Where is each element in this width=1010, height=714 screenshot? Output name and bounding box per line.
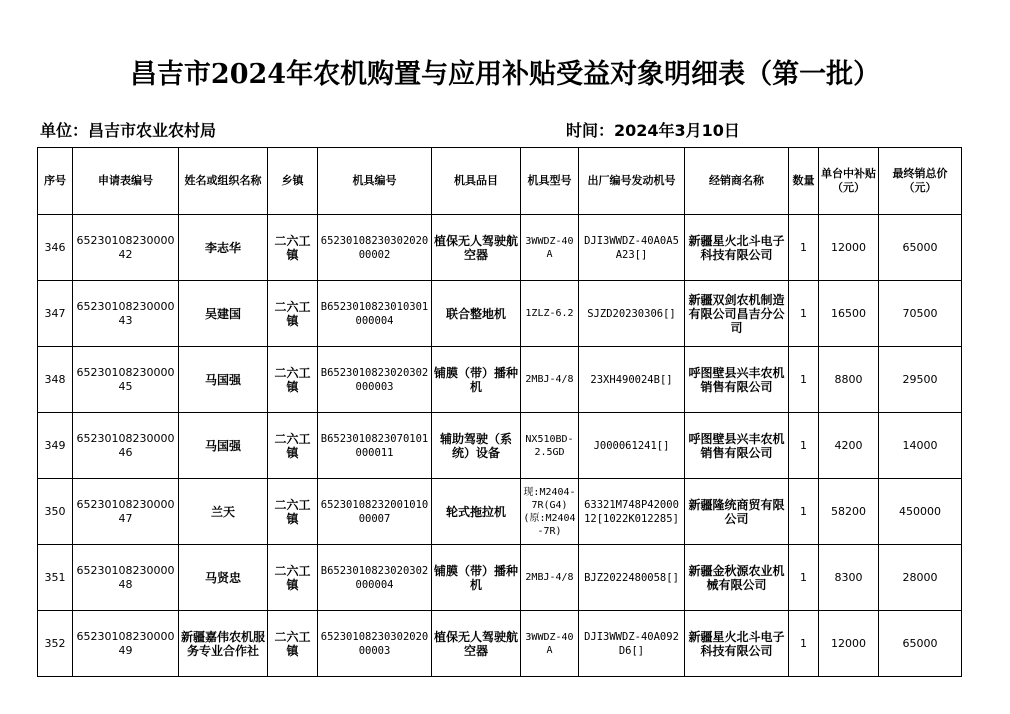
dealer-name: 新疆星火北斗电子科技有限公司 — [688, 629, 785, 658]
machine-number: B6523010823020302000004 — [320, 564, 429, 591]
row-number: 352 — [44, 636, 66, 650]
machine-category-cell — [432, 413, 521, 479]
machine-model: NX510BD-2.5GD — [525, 433, 574, 458]
row-number-cell — [38, 347, 73, 413]
machine-number-cell — [318, 413, 432, 479]
machine-model: 2MBJ-4/8 — [525, 572, 574, 583]
applicant-name: 李志华 — [204, 240, 241, 255]
final-price: 450000 — [899, 504, 941, 518]
machine-model: 2MBJ-4/8 — [525, 374, 574, 385]
final-price: 14000 — [902, 438, 938, 452]
machine-number: B6523010823020302000003 — [320, 366, 429, 393]
serial-engine-number-cell — [579, 479, 685, 545]
quantity: 1 — [800, 306, 807, 320]
quantity-cell — [789, 281, 819, 347]
machine-number: B6523010823070101000011 — [320, 432, 429, 459]
quantity: 1 — [800, 372, 807, 386]
machine-number-cell — [318, 545, 432, 611]
dealer-name: 新疆双剑农机制造有限公司昌吉分公司 — [688, 292, 785, 335]
dealer-name-cell — [685, 281, 789, 347]
table-row — [38, 611, 962, 677]
machine-category-cell — [432, 479, 521, 545]
applicant-name: 新疆嘉伟农机服务专业合作社 — [181, 629, 265, 658]
quantity-cell — [789, 413, 819, 479]
application-number: 6523010823000047 — [76, 497, 175, 525]
header-row — [38, 148, 962, 215]
header-cell: 申请表编号 — [73, 148, 179, 215]
quantity: 1 — [800, 636, 807, 650]
row-number: 347 — [44, 306, 66, 320]
table-row — [38, 479, 962, 545]
date-label: 时间：2024年3月10日 — [566, 121, 740, 140]
dealer-name-cell — [685, 479, 789, 545]
final-price-cell — [879, 347, 962, 413]
applicant-name-cell — [179, 281, 268, 347]
applicant-name-cell — [179, 479, 268, 545]
subsidy-amount-cell — [819, 611, 879, 677]
table-row — [38, 281, 962, 347]
serial-engine-number: DJI3WWDZ-40A0A5A23[] — [584, 234, 679, 261]
quantity-cell — [789, 479, 819, 545]
machine-number: 6523010823030202000003 — [320, 630, 429, 657]
dealer-name-cell — [685, 413, 789, 479]
final-price-cell — [879, 215, 962, 281]
quantity: 1 — [800, 570, 807, 584]
header-cell: 姓名或组织名称 — [179, 148, 268, 215]
applicant-name: 吴建国 — [204, 306, 241, 321]
dealer-name: 新疆金秋源农业机械有限公司 — [688, 563, 785, 592]
machine-category: 铺膜（带）播种机 — [434, 563, 518, 592]
row-number-cell — [38, 215, 73, 281]
subsidy-amount: 16500 — [831, 306, 866, 320]
machine-category-cell — [432, 281, 521, 347]
final-price-cell — [879, 281, 962, 347]
dealer-name: 呼图壁县兴丰农机销售有限公司 — [688, 431, 785, 460]
serial-engine-number: J000061241[] — [593, 439, 670, 452]
application-number: 6523010823000048 — [76, 563, 175, 591]
township-cell — [268, 215, 318, 281]
unit-label: 单位：昌吉市农业农村局 — [40, 121, 217, 140]
machine-model: 3WWDZ-40A — [525, 235, 574, 260]
township-cell — [268, 347, 318, 413]
quantity: 1 — [800, 504, 807, 518]
final-price-cell — [879, 413, 962, 479]
row-number-cell — [38, 545, 73, 611]
machine-model: 现:M2404-7R(G4)(原:M2404-7R) — [523, 486, 576, 537]
township: 二六工镇 — [274, 629, 311, 658]
final-price: 65000 — [902, 636, 938, 650]
table-row — [38, 545, 962, 611]
application-number: 6523010823000046 — [76, 431, 175, 459]
machine-number: 6523010823200101000007 — [320, 498, 429, 525]
dealer-name-cell — [685, 545, 789, 611]
application-number: 6523010823000045 — [76, 365, 175, 393]
subsidy-amount: 8800 — [834, 372, 863, 386]
application-number: 6523010823000042 — [76, 233, 175, 261]
final-price: 65000 — [902, 240, 938, 254]
township-cell — [268, 413, 318, 479]
header-cell: 单台中补贴（元） — [819, 148, 879, 215]
township: 二六工镇 — [274, 497, 311, 526]
dealer-name-cell — [685, 347, 789, 413]
row-number-cell — [38, 413, 73, 479]
subsidy-amount-cell — [819, 413, 879, 479]
row-number: 350 — [44, 504, 66, 518]
township: 二六工镇 — [274, 299, 311, 328]
row-number: 351 — [44, 570, 66, 584]
machine-category: 铺膜（带）播种机 — [434, 365, 518, 394]
header-cell: 数量 — [789, 148, 819, 215]
machine-category-cell — [432, 347, 521, 413]
machine-model-cell — [521, 215, 579, 281]
machine-category: 联合整地机 — [445, 306, 506, 321]
machine-category: 植保无人驾驶航空器 — [434, 629, 518, 658]
final-price-cell — [879, 545, 962, 611]
serial-engine-number-cell — [579, 347, 685, 413]
machine-model: 3WWDZ-40A — [525, 631, 574, 656]
dealer-name-cell — [685, 611, 789, 677]
quantity: 1 — [800, 240, 807, 254]
application-number-cell — [73, 413, 179, 479]
row-number-cell — [38, 611, 73, 677]
row-number-cell — [38, 281, 73, 347]
application-number-cell — [73, 347, 179, 413]
machine-model-cell — [521, 413, 579, 479]
machine-category: 轮式拖拉机 — [445, 504, 506, 519]
machine-category-cell — [432, 545, 521, 611]
applicant-name: 兰天 — [210, 504, 235, 519]
machine-number-cell — [318, 215, 432, 281]
serial-engine-number-cell — [579, 611, 685, 677]
subsidy-amount: 12000 — [831, 636, 866, 650]
table-row — [38, 413, 962, 479]
application-number-cell — [73, 281, 179, 347]
header-cell: 经销商名称 — [685, 148, 789, 215]
township-cell — [268, 611, 318, 677]
applicant-name-cell — [179, 545, 268, 611]
machine-category: 辅助驾驶（系统）设备 — [439, 431, 512, 460]
quantity-cell — [789, 347, 819, 413]
application-number-cell — [73, 479, 179, 545]
final-price-cell — [879, 611, 962, 677]
header-cell: 出厂编号发动机号 — [579, 148, 685, 215]
subsidy-amount-cell — [819, 479, 879, 545]
machine-number-cell — [318, 281, 432, 347]
header-cell: 机具型号 — [521, 148, 579, 215]
applicant-name: 马贤忠 — [204, 570, 241, 585]
header-cell: 机具品目 — [432, 148, 521, 215]
township: 二六工镇 — [274, 365, 311, 394]
row-number: 349 — [44, 438, 66, 452]
quantity: 1 — [800, 438, 807, 452]
township: 二六工镇 — [274, 233, 311, 262]
subsidy-table — [37, 147, 962, 677]
final-price: 29500 — [902, 372, 938, 386]
subsidy-amount-cell — [819, 347, 879, 413]
township-cell — [268, 281, 318, 347]
row-number-cell — [38, 479, 73, 545]
subsidy-amount: 12000 — [831, 240, 866, 254]
table-body — [38, 215, 962, 677]
application-number-cell — [73, 545, 179, 611]
machine-number: B6523010823010301000004 — [320, 300, 429, 327]
applicant-name-cell — [179, 347, 268, 413]
subsidy-amount: 58200 — [831, 504, 866, 518]
applicant-name-cell — [179, 413, 268, 479]
machine-model-cell — [521, 545, 579, 611]
table-row — [38, 347, 962, 413]
subsidy-amount-cell — [819, 545, 879, 611]
machine-number-cell — [318, 347, 432, 413]
header-cell: 机具编号 — [318, 148, 432, 215]
machine-number: 6523010823030202000002 — [320, 234, 429, 261]
machine-category: 植保无人驾驶航空器 — [434, 233, 518, 262]
applicant-name: 马国强 — [204, 438, 241, 453]
final-price: 28000 — [902, 570, 938, 584]
row-number: 348 — [44, 372, 66, 386]
dealer-name: 呼图壁县兴丰农机销售有限公司 — [688, 365, 785, 394]
machine-model-cell — [521, 479, 579, 545]
subsidy-amount: 4200 — [834, 438, 863, 452]
machine-category-cell — [432, 611, 521, 677]
final-price: 70500 — [902, 306, 938, 320]
dealer-name: 新疆隆统商贸有限公司 — [688, 497, 785, 526]
township-cell — [268, 545, 318, 611]
serial-engine-number: SJZD20230306[] — [587, 307, 676, 320]
subsidy-amount-cell — [819, 281, 879, 347]
quantity-cell — [789, 215, 819, 281]
application-number: 6523010823000049 — [76, 629, 175, 657]
serial-engine-number: 23XH490024B[] — [590, 373, 673, 386]
page-title: 昌吉市2024年农机购置与应用补贴受益对象明细表（第一批） — [129, 59, 881, 90]
subsidy-amount-cell — [819, 215, 879, 281]
quantity-cell — [789, 611, 819, 677]
machine-number-cell — [318, 479, 432, 545]
dealer-name: 新疆星火北斗电子科技有限公司 — [688, 233, 785, 262]
machine-number-cell — [318, 611, 432, 677]
quantity-cell — [789, 545, 819, 611]
serial-engine-number-cell — [579, 215, 685, 281]
machine-category-cell — [432, 215, 521, 281]
header-cell: 乡镇 — [268, 148, 318, 215]
serial-engine-number-cell — [579, 545, 685, 611]
header-cell: 最终销总价（元） — [879, 148, 962, 215]
subsidy-amount: 8300 — [834, 570, 863, 584]
row-number: 346 — [44, 240, 66, 254]
serial-engine-number: BJZ2022480058[] — [584, 571, 679, 584]
header-cell: 序号 — [38, 148, 73, 215]
machine-model: 1ZLZ-6.2 — [525, 308, 574, 319]
table-row — [38, 215, 962, 281]
machine-model-cell — [521, 611, 579, 677]
township: 二六工镇 — [274, 431, 311, 460]
applicant-name: 马国强 — [204, 372, 241, 387]
application-number-cell — [73, 215, 179, 281]
applicant-name-cell — [179, 215, 268, 281]
serial-engine-number: 63321M748P4200012[1022K012285] — [584, 498, 679, 525]
machine-model-cell — [521, 347, 579, 413]
township: 二六工镇 — [274, 563, 311, 592]
serial-engine-number-cell — [579, 413, 685, 479]
serial-engine-number: DJI3WWDZ-40A092D6[] — [584, 630, 679, 657]
applicant-name-cell — [179, 611, 268, 677]
township-cell — [268, 479, 318, 545]
final-price-cell — [879, 479, 962, 545]
dealer-name-cell — [685, 215, 789, 281]
serial-engine-number-cell — [579, 281, 685, 347]
application-number: 6523010823000043 — [76, 299, 175, 327]
table-header — [38, 148, 962, 215]
application-number-cell — [73, 611, 179, 677]
machine-model-cell — [521, 281, 579, 347]
